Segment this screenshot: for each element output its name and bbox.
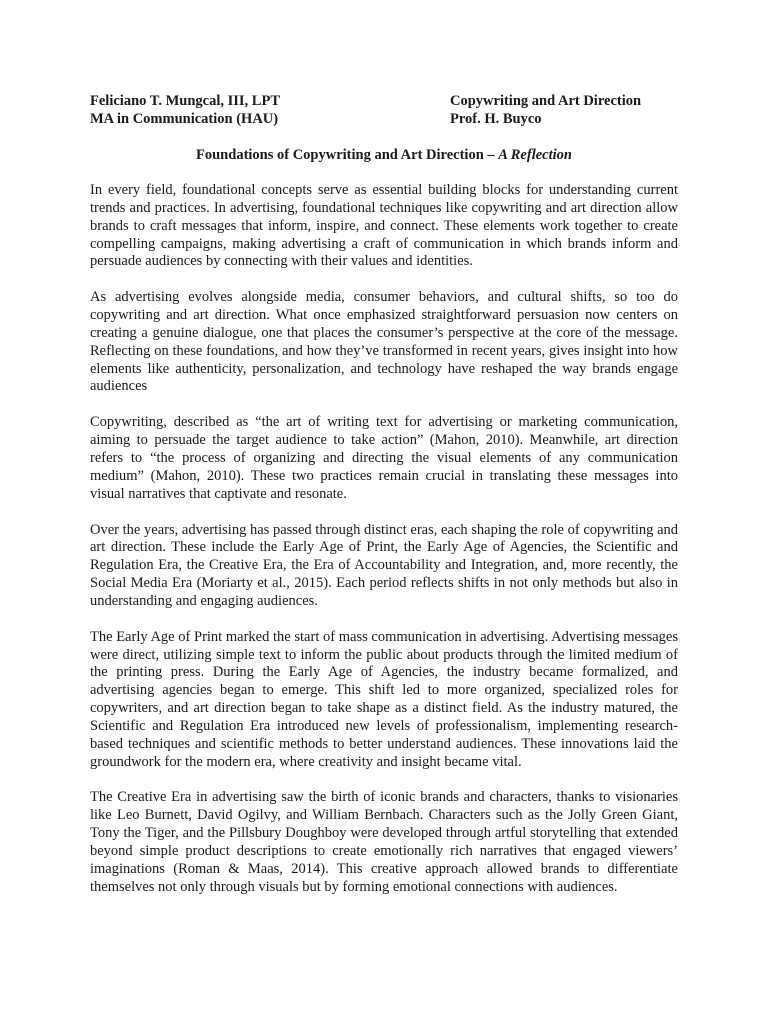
title-main: Foundations of Copywriting and Art Direction – — [196, 147, 499, 163]
course-name: Copywriting and Art Direction — [450, 93, 642, 109]
paragraph-5: The Early Age of Print marked the start of mass communication in advertising. Advertising messages were direct, utilizing simple text to inform the public about products through the limited medium of the printing press. During the Early Age of Agencies, the industry became formalized, and advertising agencies began to emerge. This shift led to more organized, specialized roles for copywriters, and art direction began to take shape as a distinct field. As the industry matured, the Scientific and Regulation Era introduced new levels of professionalism, implementing research-based techniques and scientific methods to better understand audiences. These innovations laid the groundwork for the modern era, where creativity and insight became vital. — [90, 628, 678, 770]
paragraph-2: As advertising evolves alongside media, consumer behaviors, and cultural shifts, so too do copywriting and art direction. What once emphasized straightforward persuasion now centers on creating a genuine dialogue, one that places the consumer’s perspective at the core of the message. Reflecting on these foundations, and how they’ve transformed in recent years, gives insight into how elements like authenticity, personalization, and technology have reshaped the way brands engage audiences — [90, 289, 678, 395]
author-name: Feliciano T. Mungcal, III, LPT — [90, 93, 280, 109]
header-left — [90, 92, 450, 128]
professor-name: Prof. H. Buyco — [450, 111, 542, 127]
document-header — [90, 92, 678, 128]
paragraph-4: Over the years, advertising has passed through distinct eras, each shaping the role of copywriting and art direction. These include the Early Age of Print, the Early Age of Agencies, the Scientific and Regulation Era, the Creative Era, the Era of Accountability and Integration, and, more recently, the Social Media Era (Moriarty et al., 2015). Each period reflects shifts in not only methods but also in understanding and engaging audiences. — [90, 521, 678, 609]
paragraph-6: The Creative Era in advertising saw the birth of iconic brands and characters, thanks to visionaries like Leo Burnett, David Ogilvy, and William Bernbach. Characters such as the Jolly Green Giant, Tony the Tiger, and the Pillsbury Doughboy were developed through artful storytelling that extended beyond simple product descriptions to create emotionally rich narratives that engaged viewers’ imaginations (Roman & Maas, 2014). This creative approach allowed brands to differentiate themselves not only through visuals but by forming emotional connections with audiences. — [90, 789, 678, 895]
paragraph-1: In every field, foundational concepts serve as essential building blocks for understanding current trends and practices. In advertising, foundational techniques like copywriting and art direction allow brands to craft messages that inform, inspire, and connect. These elements work together to create compelling campaigns, making advertising a craft of communication in which brands inform and persuade audiences by connecting with their values and identities. — [90, 182, 678, 270]
author-program: MA in Communication (HAU) — [90, 111, 279, 127]
header-right — [450, 92, 678, 128]
document-title — [90, 146, 678, 164]
paragraph-3: Copywriting, described as “the art of writing text for advertising or marketing communication, aiming to persuade the target audience to take action” (Mahon, 2010). Meanwhile, art direction refers to “the process of organizing and directing the visual elements of any communication medium” (Mahon, 2010). These two practices remain crucial in translating these messages into visual narratives that captivate and resonate. — [90, 414, 678, 502]
document-page — [90, 92, 678, 897]
title-subtitle: A Reflection — [498, 147, 572, 163]
